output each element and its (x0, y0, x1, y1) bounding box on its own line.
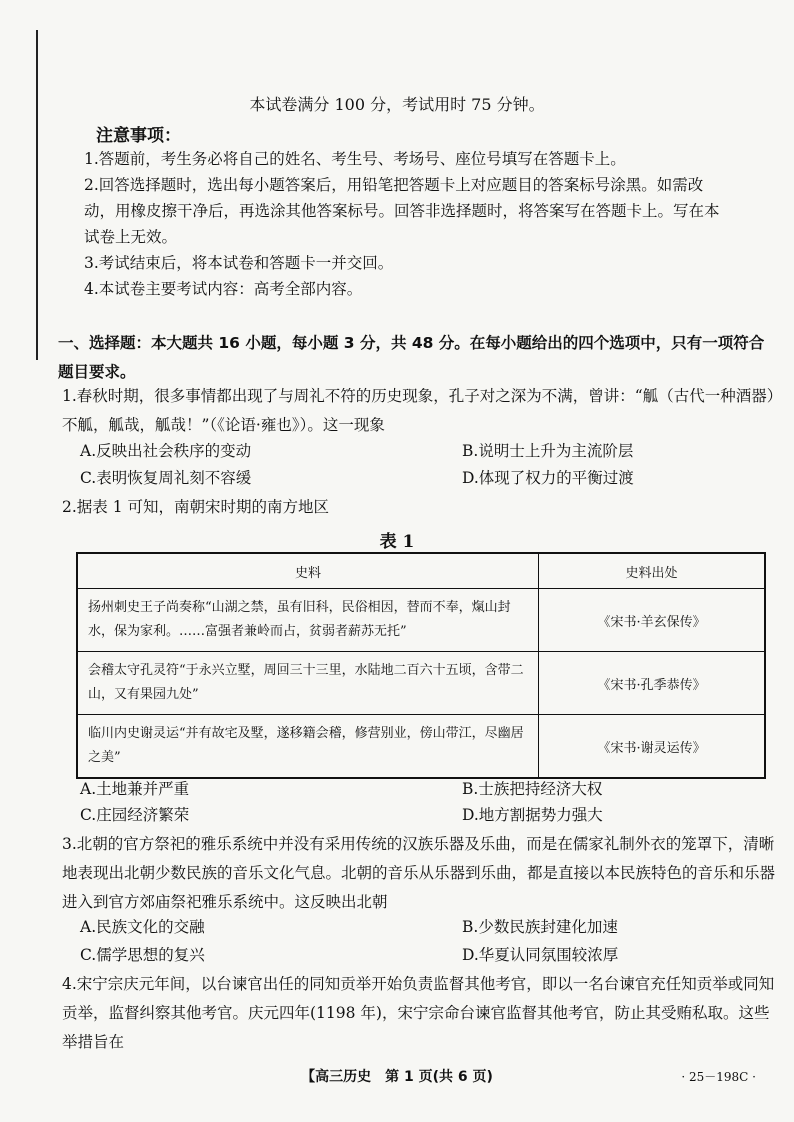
question-3-option-b: B.少数民族封建化加速 (462, 918, 618, 936)
table-row (77, 589, 765, 652)
table-cell-origin: 《宋书·孔季恭传》 (539, 652, 765, 715)
question-1-option-d: D.体现了权力的平衡过渡 (462, 469, 634, 487)
table-cell-origin: 《宋书·谢灵运传》 (539, 715, 765, 779)
table-header-row (77, 553, 765, 589)
table-title: 表 1 (379, 532, 415, 552)
table-row (77, 715, 765, 779)
question-2-option-a: A.土地兼并严重 (80, 780, 190, 798)
question-2-option-b: B.士族把持经济大权 (462, 780, 603, 798)
question-2-option-d: D.地方割据势力强大 (462, 806, 603, 824)
notice-heading: 注意事项： (96, 126, 181, 146)
question-1-option-a: A.反映出社会秩序的变动 (80, 442, 252, 460)
notice-item-3: 3.考试结束后，将本试卷和答题卡一并交回。 (84, 254, 394, 272)
notice-item-2: 2.回答选择题时，选出每小题答案后，用铅笔把答题卡上对应题目的答案标号涂黑。如需改动，用橡皮擦干净后，再选涂其他答案标号。回答非选择题时，将答案写在答题卡上。写在本试卷上无效。 (84, 176, 720, 246)
question-1-option-c: C.表明恢复周礼刻不容缓 (80, 469, 252, 487)
exam-info-line: 本试卷满分 100 分，考试用时 75 分钟。 (249, 95, 545, 114)
table-cell-source: 会稽太守孔灵符“于永兴立墅，周回三十三里，水陆地二百六十五顷，含带二山，又有果园九处” (77, 652, 539, 715)
question-3-stem: 3.北朝的官方祭祀的雅乐系统中并没有采用传统的汉族乐器及乐曲，而是在儒家礼制外衣的笼罩下，清晰地表现出北朝少数民族的音乐文化气息。北朝的音乐从乐器到乐曲，都是直接以本民族特色的音乐和乐器进入到官方郊庙祭祀雅乐系统中。这反映出北朝 (62, 835, 776, 911)
section-heading: 一、选择题：本大题共 16 小题，每小题 3 分，共 48 分。在每小题给出的四个选项中，只有一项符合题目要求。 (58, 334, 765, 381)
column-header-source: 史料 (77, 553, 539, 589)
exam-code: · 25－198C · (681, 1070, 756, 1084)
question-4-stem: 4.宋宁宗庆元年间，以台谏官出任的同知贡举开始负责监督其他考官，即以一名台谏官充任知贡举或同知贡举，监督纠察其他考官。庆元四年(1198 年)，宋宁宗命台谏官监督其他考官，防止其受贿私取。这些举措旨在 (62, 975, 775, 1051)
notice-item-1: 1.答题前，考生务必将自己的姓名、考生号、考场号、座位号填写在答题卡上。 (84, 150, 626, 168)
question-1-option-b: B.说明士上升为主流阶层 (462, 442, 634, 460)
table-row (77, 652, 765, 715)
question-1-stem: 1.春秋时期，很多事情都出现了与周礼不符的历史现象，孔子对之深为不满，曾讲：“觚（古代一种酒器）不觚，觚哉，觚哉！”（《论语·雍也》）。这一现象 (62, 387, 775, 434)
table-cell-source: 扬州刺史王子尚奏称“山湖之禁，虽有旧科，民俗相因，替而不奉，熂山封水，保为家利。……富强者兼岭而占，贫弱者薪苏无托” (77, 589, 539, 652)
question-3-option-a: A.民族文化的交融 (80, 918, 205, 936)
column-header-origin: 史料出处 (539, 553, 765, 589)
notice-item-4: 4.本试卷主要考试内容：高考全部内容。 (84, 280, 363, 298)
page-footer: 【高三历史 第 1 页(共 6 页) (301, 1069, 493, 1085)
table-cell-origin: 《宋书·羊玄保传》 (539, 589, 765, 652)
question-3-option-d: D.华夏认同氛围较浓厚 (462, 946, 619, 964)
binding-margin-line (36, 30, 38, 360)
question-2-stem: 2.据表 1 可知，南朝宋时期的南方地区 (62, 498, 330, 516)
question-2-option-c: C.庄园经济繁荣 (80, 806, 190, 824)
question-3-option-c: C.儒学思想的复兴 (80, 946, 205, 964)
table-cell-source: 临川内史谢灵运“并有故宅及墅，遂移籍会稽，修营别业，傍山带江，尽幽居之美” (77, 715, 539, 779)
source-table (76, 552, 766, 779)
